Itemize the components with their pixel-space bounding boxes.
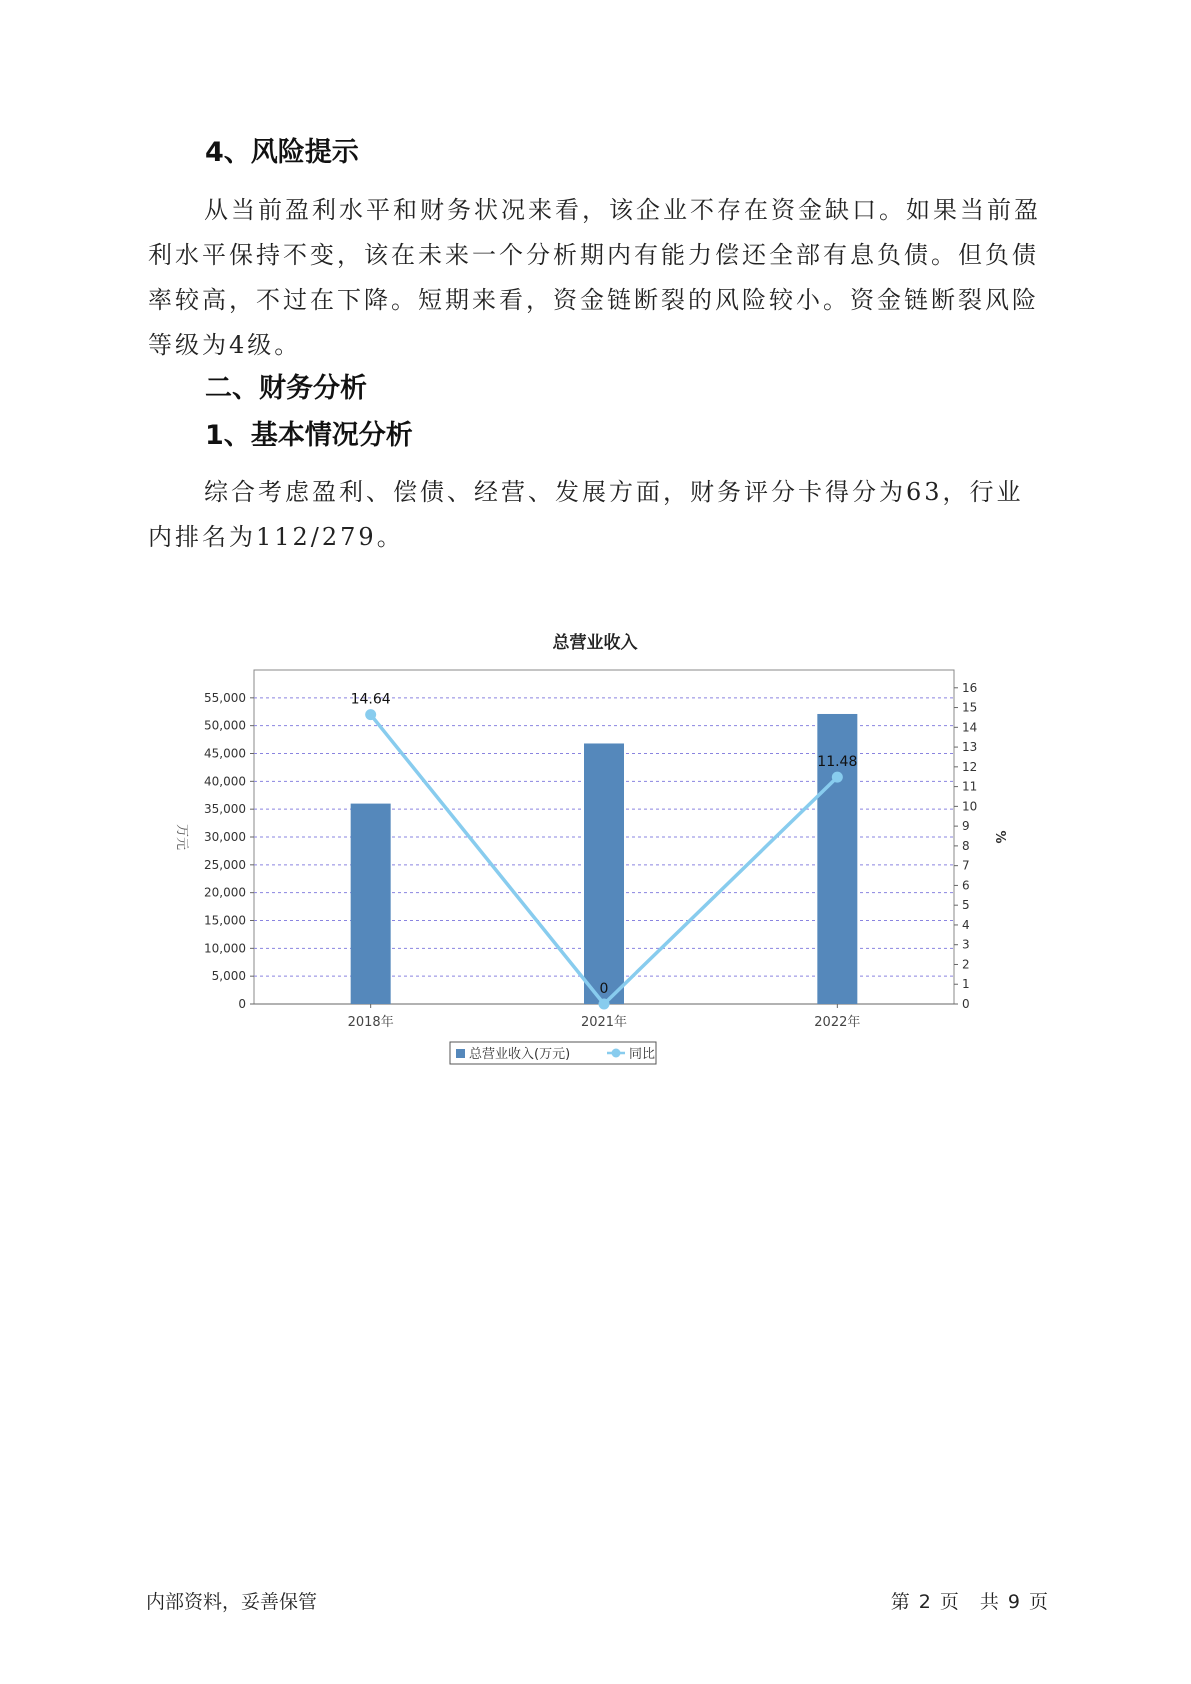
y-axis-tick-label: 0 xyxy=(238,997,246,1011)
legend-label-revenue: 总营业收入(万元) xyxy=(469,1047,571,1062)
chart-svg xyxy=(170,618,1020,1088)
revenue-bar xyxy=(584,743,624,1004)
y-axis-tick-label: 45,000 xyxy=(204,746,246,761)
page-total: 9 xyxy=(1007,1591,1021,1613)
y2-axis-tick-label: 12 xyxy=(962,759,978,774)
y2-axis-tick-label: 5 xyxy=(962,898,970,913)
y-axis-tick-label: 50,000 xyxy=(204,718,246,733)
y2-axis-tick-label: 14 xyxy=(962,720,978,735)
y-axis-tick-label: 40,000 xyxy=(204,774,246,789)
chart-title: 总营业收入 xyxy=(552,633,638,653)
footer-note: 内部资料，妥善保管 xyxy=(146,1591,318,1613)
y2-axis-tick-label: 13 xyxy=(962,740,978,755)
y2-axis-tick-label: 7 xyxy=(962,858,970,873)
page-prefix: 第 xyxy=(890,1591,911,1613)
yoy-point xyxy=(365,709,376,720)
y2-axis-tick-label: 15 xyxy=(962,700,978,715)
page-mid: 页 共 xyxy=(939,1591,1000,1613)
x-axis-tick-label: 2018年 xyxy=(347,1015,394,1030)
y2-axis-label: % xyxy=(992,830,1007,844)
risk-heading: 4、风险提示 xyxy=(205,137,359,168)
basic-analysis-heading: 1、基本情况分析 xyxy=(205,420,413,451)
yoy-data-label: 0 xyxy=(599,981,609,997)
y2-axis-tick-label: 16 xyxy=(962,680,978,695)
legend-swatch-bar xyxy=(456,1049,465,1058)
x-axis-tick-label: 2021年 xyxy=(580,1015,628,1030)
y-axis-tick-label: 55,000 xyxy=(204,690,246,705)
y2-axis-tick-label: 0 xyxy=(962,997,970,1011)
y-axis-tick-label: 15,000 xyxy=(204,913,246,928)
y-axis-tick-label: 10,000 xyxy=(204,941,246,956)
yoy-point xyxy=(599,999,610,1010)
yoy-point xyxy=(832,772,843,783)
risk-paragraph: 从当前盈利水平和财务状况来看，该企业不存在资金缺口。如果当前盈利水平保持不变，该在未来一个分析期内有能力偿还全部有息负债。但负债率较高，不过在下降。短期来看，资金链断裂的风险较小。资金链断裂风险等级为4级。 xyxy=(148,196,1041,359)
revenue-bar xyxy=(351,804,391,1004)
y2-axis-tick-label: 9 xyxy=(962,819,970,834)
y-axis-label: 万元 xyxy=(174,823,189,851)
legend-swatch-point xyxy=(612,1049,621,1058)
y-axis-tick-label: 20,000 xyxy=(204,885,246,900)
y2-axis-tick-label: 1 xyxy=(962,977,970,992)
revenue-chart xyxy=(170,618,1020,1088)
x-axis-tick-label: 2022年 xyxy=(814,1015,861,1030)
y2-axis-tick-label: 2 xyxy=(962,957,970,972)
y2-axis-tick-label: 3 xyxy=(962,937,970,952)
page-number: 2 xyxy=(918,1591,932,1613)
finance-heading: 二、财务分析 xyxy=(205,373,367,404)
y2-axis-tick-label: 8 xyxy=(962,838,970,853)
yoy-data-label: 11.48 xyxy=(817,754,858,771)
yoy-data-label: 14.64 xyxy=(350,691,391,708)
y-axis-tick-label: 5,000 xyxy=(211,969,246,984)
legend-label-yoy: 同比 xyxy=(629,1047,656,1062)
y2-axis-tick-label: 10 xyxy=(962,799,978,814)
y-axis-tick-label: 30,000 xyxy=(204,830,246,844)
y-axis-tick-label: 35,000 xyxy=(204,802,246,817)
y2-axis-tick-label: 6 xyxy=(962,878,970,893)
y2-axis-tick-label: 11 xyxy=(962,779,978,794)
page-indicator xyxy=(887,1587,1053,1614)
page-suffix: 页 xyxy=(1028,1591,1049,1613)
y-axis-tick-label: 25,000 xyxy=(204,857,246,872)
y2-axis-tick-label: 4 xyxy=(962,917,970,932)
basic-analysis-paragraph: 综合考虑盈利、偿债、经营、发展方面，财务评分卡得分为63，行业内排名为112/279。 xyxy=(148,478,1024,551)
